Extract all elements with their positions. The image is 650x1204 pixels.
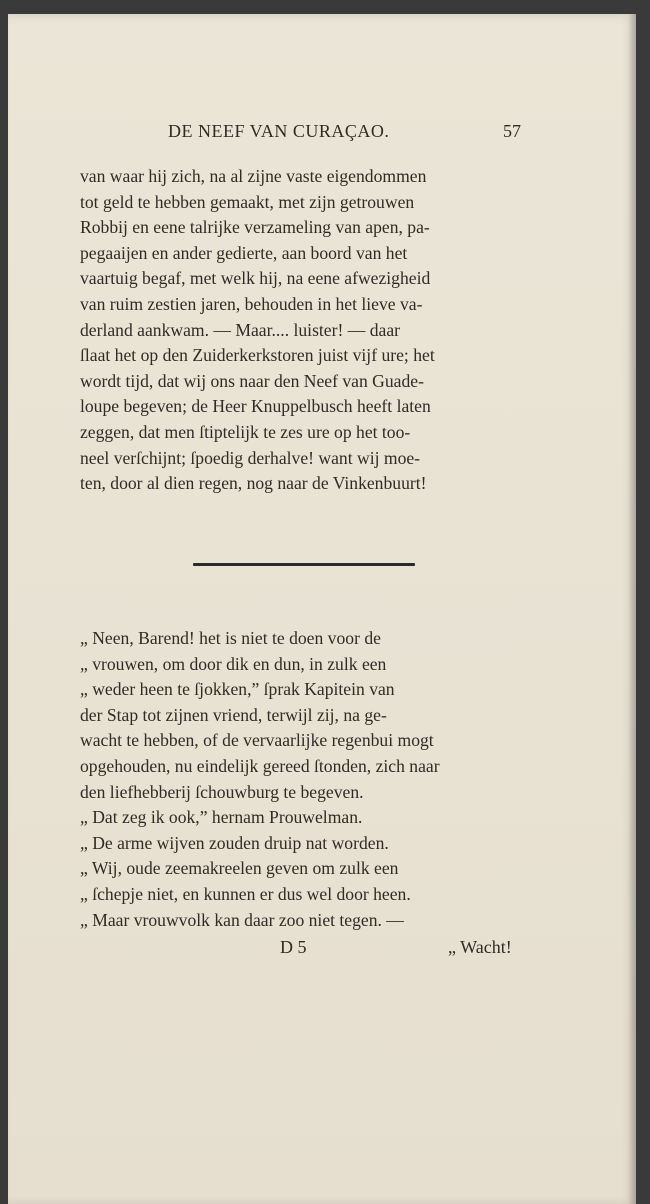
line-text: „ vrouwen, om door dik en dun, in zulk een <box>80 653 387 674</box>
line-text: Robbij en eene talrijke verzameling van apen, pa- <box>80 217 430 238</box>
book-page <box>8 14 636 1204</box>
text-line <box>80 318 540 344</box>
paragraph-2 <box>80 626 540 933</box>
line-text: „ Maar vrouwvolk kan daar zoo niet tegen. — <box>80 909 404 930</box>
text-line <box>80 652 540 678</box>
text-line <box>80 882 540 908</box>
text-line <box>80 215 540 241</box>
text-line <box>80 908 540 934</box>
line-text: wacht te hebben, of de vervaarlijke regenbui mogt <box>80 730 434 751</box>
text-line <box>80 266 540 292</box>
line-text: den liefhebberij ſchouwburg te begeven. <box>80 781 364 802</box>
line-text: wordt tijd, dat wij ons naar den Neef van Guade- <box>80 370 424 391</box>
line-text: ten, door al dien regen, nog naar de Vinkenbuurt! <box>80 473 427 494</box>
text-line <box>80 190 540 216</box>
running-title: DE NEEF VAN CURAÇAO. <box>168 121 390 141</box>
line-text: zeggen, dat men ſtiptelijk te zes ure op het too- <box>80 421 411 442</box>
line-text: „ weder heen te ſjokken,” ſprak Kapitein van <box>80 679 395 700</box>
text-line <box>80 394 540 420</box>
signature-mark: D 5 <box>280 937 307 957</box>
text-line <box>80 831 540 857</box>
text-line <box>80 471 540 497</box>
text-line <box>80 856 540 882</box>
line-text: „ ſchepje niet, en kunnen er dus wel door heen. <box>80 883 411 904</box>
line-text: „ Dat zeg ik ook,” hernam Prouwelman. <box>80 807 363 828</box>
line-text: der Stap tot zijnen vriend, terwijl zij, na ge- <box>80 704 387 725</box>
line-text: „ De arme wijven zouden druip nat worden. <box>80 832 389 853</box>
line-text: „ Wij, oude zeemakreelen geven om zulk een <box>80 858 399 879</box>
line-text: „ Neen, Barend! het is niet te doen voor de <box>80 628 381 648</box>
line-text: ſlaat het op den Zuiderkerkstoren juist vijf ure; het <box>80 345 435 366</box>
text-line <box>80 728 540 754</box>
text-line <box>80 343 540 369</box>
text-line <box>80 241 540 267</box>
text-line <box>80 292 540 318</box>
text-line <box>80 703 540 729</box>
paragraph-1 <box>80 164 540 497</box>
text-line <box>80 164 540 190</box>
line-text: tot geld te hebben gemaakt, met zijn getrouwen <box>80 191 415 212</box>
text-line <box>80 369 540 395</box>
line-text: vaartuig begaf, met welk hij, na eene afwezigheid <box>80 268 431 289</box>
text-line <box>80 805 540 831</box>
line-text: loupe begeven; de Heer Knuppelbusch heeft laten <box>80 396 431 417</box>
line-text: van ruim zestien jaren, behouden in het lieve va- <box>80 293 423 314</box>
text-line <box>80 677 540 703</box>
line-text: van waar hij zich, na al zijne vaste eigendommen <box>80 166 427 186</box>
line-text: neel verſchijnt; ſpoedig derhalve! want wij moe- <box>80 447 421 468</box>
line-text: derland aankwam. — Maar.... luister! — daar <box>80 319 400 340</box>
text-line <box>80 446 540 472</box>
text-line <box>80 780 540 806</box>
page-number: 57 <box>503 121 521 141</box>
line-text: pegaaijen en ander gedierte, aan boord van het <box>80 242 408 263</box>
section-divider <box>193 563 415 566</box>
text-line <box>80 626 540 652</box>
catchword: „ Wacht! <box>448 937 512 957</box>
text-line <box>80 420 540 446</box>
line-text: opgehouden, nu eindelijk gereed ſtonden, zich naar <box>80 755 440 776</box>
text-line <box>80 754 540 780</box>
page-header <box>8 117 636 147</box>
